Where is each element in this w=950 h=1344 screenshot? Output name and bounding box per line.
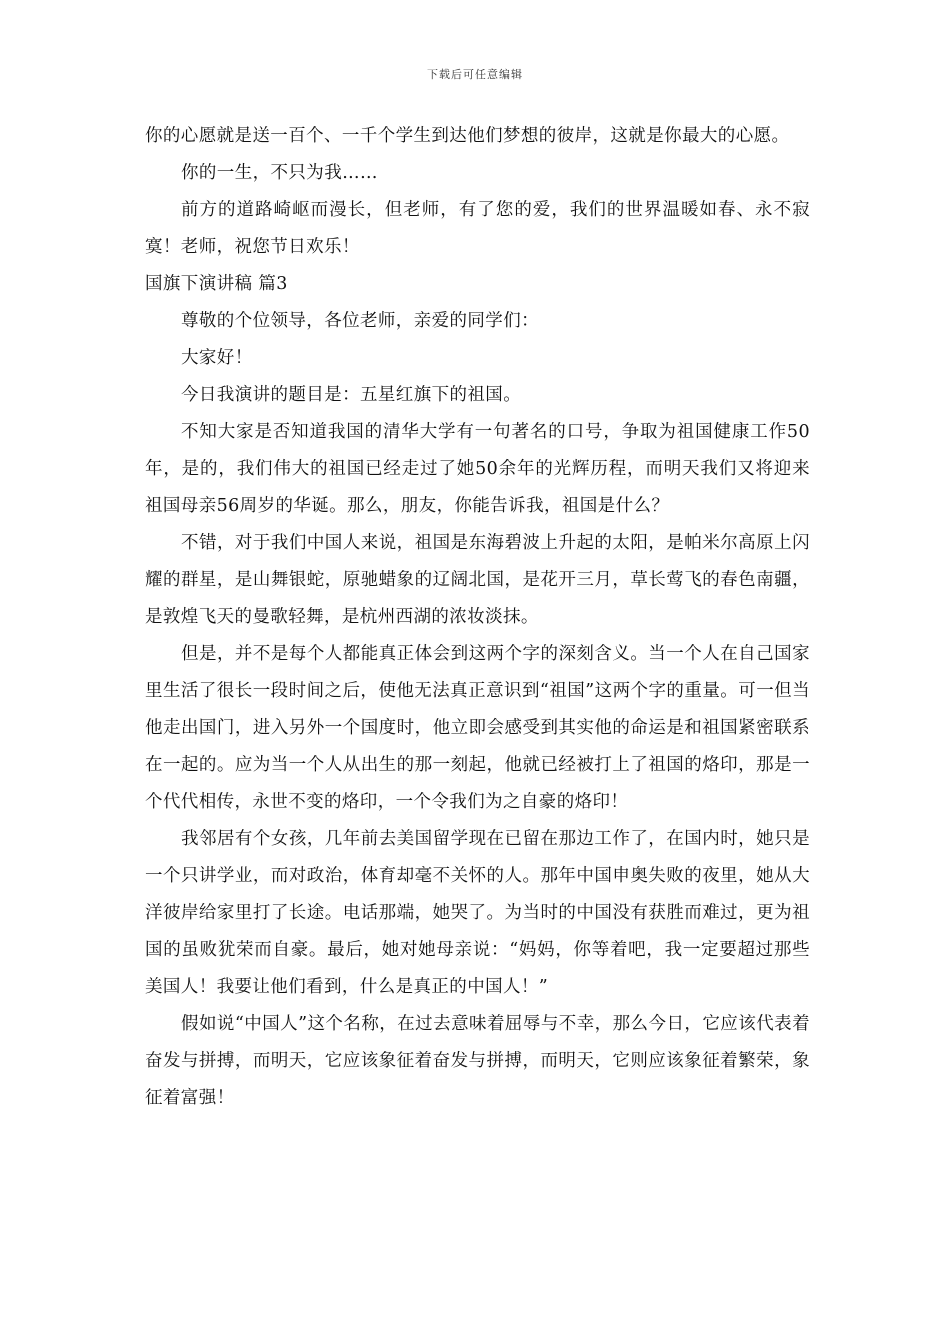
paragraph-4: 不知大家是否知道我国的清华大学有一句著名的口号，争取为祖国健康工作50年，是的，我们伟大的祖国已经走过了她50余年的光辉历程，而明天我们又将迎来祖国母亲56周岁的华诞。那么，朋友，你能告诉我，祖国是什么？ — [145, 422, 810, 516]
paragraph-3: 前方的道路崎岖而漫长，但老师，有了您的爱，我们的世界温暖如春、永不寂寞！老师，祝您节日欢乐！ — [145, 200, 810, 257]
paragraph-greeting: 大家好！ — [181, 348, 253, 368]
paragraph-5: 不错，对于我们中国人来说，祖国是东海碧波上升起的太阳，是帕米尔高原上闪耀的群星，是山舞银蛇，原驰蜡象的辽阔北国，是花开三月，草长莺飞的春色南疆，是敦煌飞天的曼歌轻舞，是杭州西湖的浓妆淡抹。 — [145, 533, 810, 627]
document-body — [145, 118, 810, 1117]
section-heading: 国旗下演讲稿 篇3 — [145, 274, 288, 294]
paragraph-topic: 今日我演讲的题目是：五星红旗下的祖国。 — [181, 385, 522, 405]
paragraph-8: 假如说“中国人”这个名称，在过去意味着屈辱与不幸，那么今日，它应该代表着奋发与拼搏，而明天，它应该象征着奋发与拼搏，而明天，它则应该象征着繁荣，象征着富强！ — [145, 1014, 810, 1108]
paragraph-1: 你的心愿就是送一百个、一千个学生到达他们梦想的彼岸，这就是你最大的心愿。 — [145, 126, 790, 146]
paragraph-salutation: 尊敬的个位领导，各位老师，亲爱的同学们： — [181, 311, 539, 331]
paragraph-7: 我邻居有个女孩，几年前去美国留学现在已留在那边工作了，在国内时，她只是一个只讲学业，而对政治，体育却毫不关怀的人。那年中国申奥失败的夜里，她从大洋彼岸给家里打了长途。电话那端，她哭了。为当时的中国没有获胜而难过，更为祖国的虽败犹荣而自豪。最后，她对她母亲说：“妈妈，你等着吧，我一定要超过那些美国人！我要让他们看到，什么是真正的中国人！” — [145, 829, 810, 997]
paragraph-2: 你的一生，不只为我…… — [181, 163, 378, 183]
page-header: 下载后可任意编辑 — [427, 68, 523, 81]
paragraph-6: 但是，并不是每个人都能真正体会到这两个字的深刻含义。当一个人在自己国家里生活了很长一段时间之后，使他无法真正意识到“祖国”这两个字的重量。可一但当他走出国门，进入另外一个国度时，他立即会感受到其实他的命运是和祖国紧密联系在一起的。应为当一个人从出生的那一刻起，他就已经被打上了祖国的烙印，那是一个代代相传，永世不变的烙印，一个令我们为之自豪的烙印！ — [145, 644, 810, 812]
